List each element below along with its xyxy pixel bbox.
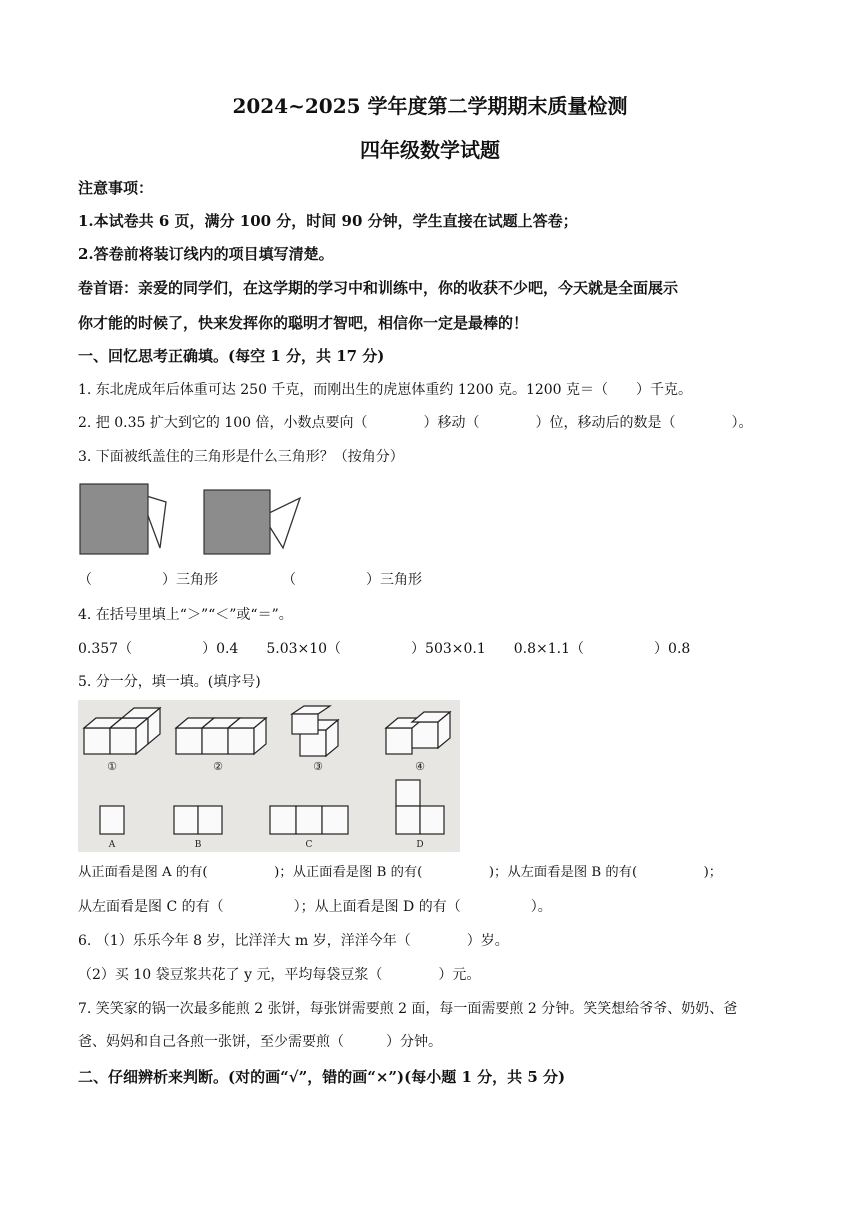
solid-1 (84, 708, 160, 754)
section-1-heading: 一、回忆思考正确填。(每空 1 分，共 17 分) (78, 347, 385, 365)
cube-solids-figure (78, 700, 460, 852)
view-d (396, 780, 444, 834)
question-3-answer-a: （ ）三角形 (78, 572, 218, 588)
preface-line-2: 你才能的时候了，快来发挥你的聪明才智吧，相信你一定是最棒的！ (78, 314, 529, 332)
view-label-d: D (416, 840, 424, 850)
solid-3 (292, 706, 338, 756)
question-5-line-2: 从左面看是图 C 的有（ ）；从上面看是图 D 的有（ ）。 (78, 899, 552, 915)
solid-2 (176, 718, 266, 754)
view-a (100, 806, 124, 834)
view-c (270, 806, 348, 834)
question-3-answer-b: （ ）三角形 (282, 572, 422, 588)
view-label-b: B (194, 840, 202, 850)
exam-subtitle: 四年级数学试题 (360, 138, 500, 162)
section-2-heading: 二、仔细辨析来判断。(对的画“√”，错的画“×”)(每小题 1 分，共 5 分) (78, 1068, 566, 1086)
question-7-line-1: 7. 笑笑家的锅一次最多能煎 2 张饼，每张饼需要煎 2 面，每一面需要煎 2 分钟。笑笑想给爷爷、奶奶、爸 (78, 1001, 738, 1017)
question-2: 2. 把 0.35 扩大到它的 100 倍，小数点要向（ ）移动（ ）位，移动后的数是（ ）。 (78, 415, 753, 431)
note-2: 2.答卷前将装订线内的项目填写清楚。 (78, 245, 334, 263)
note-1: 1.本试卷共 6 页，满分 100 分，时间 90 分钟，学生直接在试题上答卷； (78, 212, 578, 230)
solid-label-1: ① (107, 760, 117, 773)
covered-triangles-figure (78, 480, 308, 560)
question-7-line-2: 爸、妈妈和自己各煎一张饼，至少需要煎（ ）分钟。 (78, 1034, 442, 1050)
question-6-part-2: （2）买 10 袋豆浆共花了 y 元，平均每袋豆浆（ ）元。 (78, 967, 481, 983)
question-4: 4. 在括号里填上“＞”“＜”或“＝”。 (78, 607, 293, 623)
solid-label-2: ② (213, 760, 223, 773)
solid-4 (386, 712, 450, 754)
notes-heading: 注意事项： (78, 179, 154, 197)
question-6-part-1: 6. （1）乐乐今年 8 岁，比洋洋大 m 岁，洋洋今年（ ）岁。 (78, 933, 509, 949)
question-3: 3. 下面被纸盖住的三角形是什么三角形？（按角分） (78, 449, 404, 465)
exam-title: 2024~2025 学年度第二学期期末质量检测 (232, 94, 628, 118)
preface-line-1: 卷首语：亲爱的同学们，在这学期的学习中和训练中，你的收获不少吧，今天就是全面展示 (78, 279, 679, 297)
question-4-comparisons: 0.357（ ）0.4 5.03×10（ ）503×0.1 0.8×1.1（ ）0.8 (78, 641, 691, 657)
question-5-line-1: 从正面看是图 A 的有( )；从正面看是图 B 的有( )；从左面看是图 B 的有( )； (78, 865, 723, 880)
question-5: 5. 分一分，填一填。(填序号) (78, 674, 261, 690)
solid-label-4: ④ (415, 760, 425, 773)
view-b (174, 806, 222, 834)
view-label-c: C (305, 840, 313, 850)
question-1: 1. 东北虎成年后体重可达 250 千克，而刚出生的虎崽体重约 1200 克。1200 克＝（ ）千克。 (78, 382, 693, 398)
view-label-a: A (108, 840, 116, 850)
covered-triangle-right (204, 490, 300, 554)
covered-triangle-left (80, 484, 166, 554)
solid-label-3: ③ (313, 760, 323, 773)
